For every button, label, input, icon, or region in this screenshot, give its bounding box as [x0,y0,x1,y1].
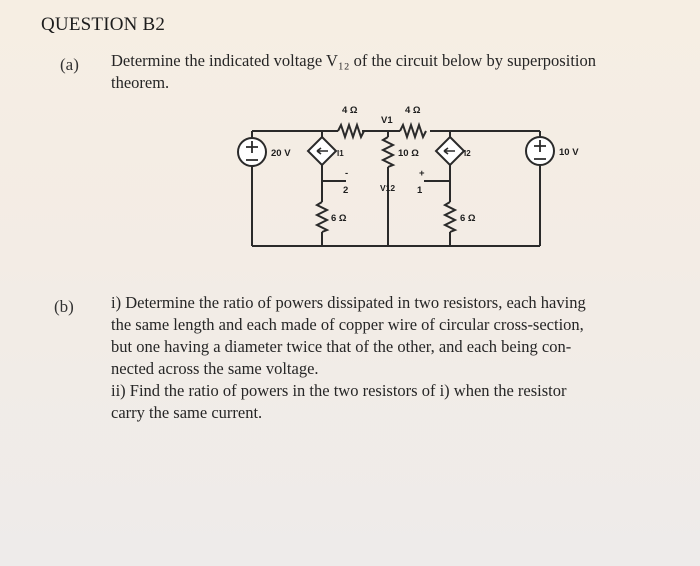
label-cs-left: I1 [337,149,344,158]
resistor-bottom-right [445,202,455,232]
label-v12: V12 [380,183,396,193]
part-b-line-2: the same length and each made of copper wire of circular cross-section, [111,315,584,334]
part-b-label: (b) [54,297,74,316]
label-src-left: 20 V [271,148,291,159]
part-a-line-2: theorem. [111,73,170,92]
resistor-top-left [338,125,364,137]
label-cs-right: I2 [464,149,471,158]
label-r-top-left: 4 Ω [342,105,358,116]
part-b-line-5: ii) Find the ratio of powers in the two resistors of i) when the resistor [111,381,567,400]
label-cs-right-node: 1 [417,185,423,196]
label-r-mid: 10 Ω [398,148,419,159]
question-heading: QUESTION B2 [41,14,166,35]
label-minus: - [345,168,349,179]
part-b-line-4: nected across the same voltage. [111,359,319,378]
label-v1: V1 [381,115,393,126]
label-r-top-right: 4 Ω [405,105,421,116]
resistor-bottom-left [317,202,327,232]
part-b-line-6: carry the same current. [111,403,263,422]
part-a-label: (a) [60,55,79,74]
part-b-line-3: but one having a diameter twice that of the other, and each being con- [111,337,572,356]
part-b-line-1: i) Determine the ratio of powers dissipated in two resistors, each having [111,293,586,312]
part-b-text [111,292,586,424]
label-r-bottom-left: 6 Ω [331,213,347,224]
resistor-top-right [400,125,426,137]
label-cs-left-node: 2 [343,185,349,196]
part-a-line-1: Determine the indicated voltage V₁₂ of the circuit below by superposition [111,51,596,70]
label-src-right: 10 V [559,147,579,158]
label-r-bottom-right: 6 Ω [460,213,476,224]
label-plus: + [419,168,425,179]
resistor-middle [383,137,393,167]
